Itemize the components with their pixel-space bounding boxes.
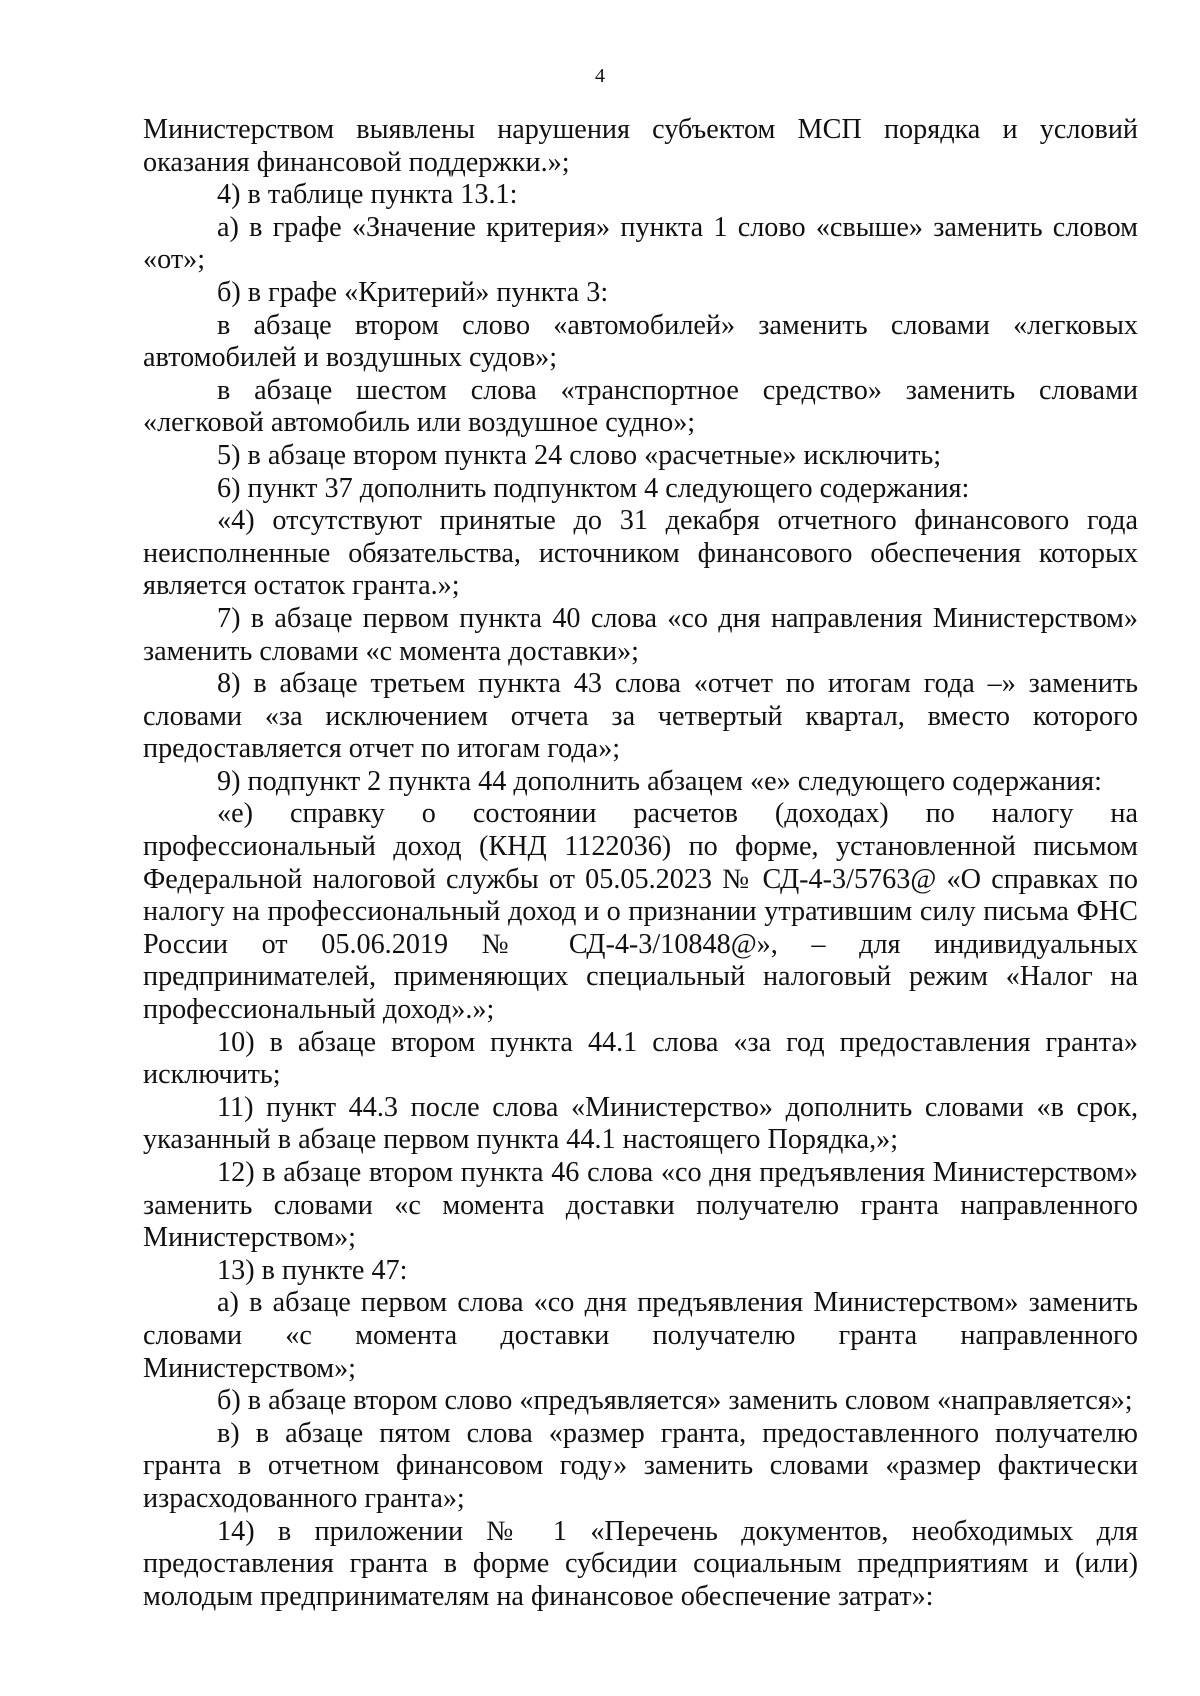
paragraph: 13) в пункте 47: [217,1254,408,1286]
paragraph: 6) пункт 37 дополнить подпунктом 4 следующего содержания: [217,472,970,504]
paragraph: Министерством выявлены нарушения субъектом МСП порядка и условий оказания финансовой поддержки.»; [143,114,1138,178]
paragraph: 5) в абзаце втором пункта 24 слово «расчетные» исключить; [217,439,942,471]
paragraph: 11) пункт 44.3 после слова «Министерство» дополнить словами «в срок, указанный в абзаце первом пункта 44.1 настоящего Порядка,»; [143,1091,1138,1156]
page-number: 4 [595,65,605,87]
paragraph: 7) в абзаце первом пункта 40 слова «со дня направления Министерством» заменить словами «с момента доставки»; [143,602,1138,667]
paragraph: 10) в абзаце втором пункта 44.1 слова «за год предоставления гранта» исключить; [143,1026,1138,1091]
paragraph: в абзаце шестом слова «транспортное средство» заменить словами «легковой автомобиль или воздушное судно»; [143,374,1138,439]
paragraph: а) в графе «Значение критерия» пункта 1 слово «свыше» заменить словом «от»; [143,211,1138,276]
paragraph: 8) в абзаце третьем пункта 43 слова «отчет по итогам года –» заменить словами «за исключением отчета за четвертый квартал, вместо которого предоставляется отчет по итогам года»; [143,668,1138,765]
paragraph: б) в абзаце втором слово «предъявляется» заменить словом «направляется»; [217,1385,1133,1417]
document-body [143,114,1138,1613]
paragraph: «4) отсутствуют принятые до 31 декабря отчетного финансового года неисполненные обязательства, источником финансового обеспечения которых является остаток гранта.»; [143,505,1138,602]
paragraph: 9) подпункт 2 пункта 44 дополнить абзацем «е» следующего содержания: [217,765,1102,797]
paragraph: 12) в абзаце втором пункта 46 слова «со дня предъявления Министерством» заменить словами «с момента доставки получателю гранта направленного Министерством»; [143,1157,1138,1254]
paragraph: 14) в приложении № 1 «Перечень документов, необходимых для предоставления гранта в форме субсидии социальным предприятиям и (или) молодым предпринимателям на финансовое обеспечение затрат»: [143,1515,1138,1612]
paragraph: в) в абзаце пятом слова «размер гранта, предоставленного получателю гранта в отчетном финансовом году» заменить словами «размер фактически израсходованного гранта»; [143,1417,1138,1514]
paragraph: б) в графе «Критерий» пункта 3: [217,276,609,308]
paragraph: 4) в таблице пункта 13.1: [217,179,518,211]
paragraph: а) в абзаце первом слова «со дня предъявления Министерством» заменить словами «с момента доставки получателю гранта направленного Министерством»; [143,1287,1138,1384]
paragraph: «е) справку о состоянии расчетов (доходах) по налогу на профессиональный доход (КНД 1122036) по форме, установленной письмом Федеральной налоговой службы от 05.05.2023 № СД-4-3/5763@ «О справках по налогу на профессиональный доход и о признании утратившим силу письма ФНС России от 05.06.2019 № СД-4-3/10848@», – для индивидуальных предпринимателей, применяющих специальный налоговый режим «Налог на профессиональный доход».»; [143,798,1138,1026]
paragraph: в абзаце втором слово «автомобилей» заменить словами «легковых автомобилей и воздушных судов»; [143,309,1138,374]
